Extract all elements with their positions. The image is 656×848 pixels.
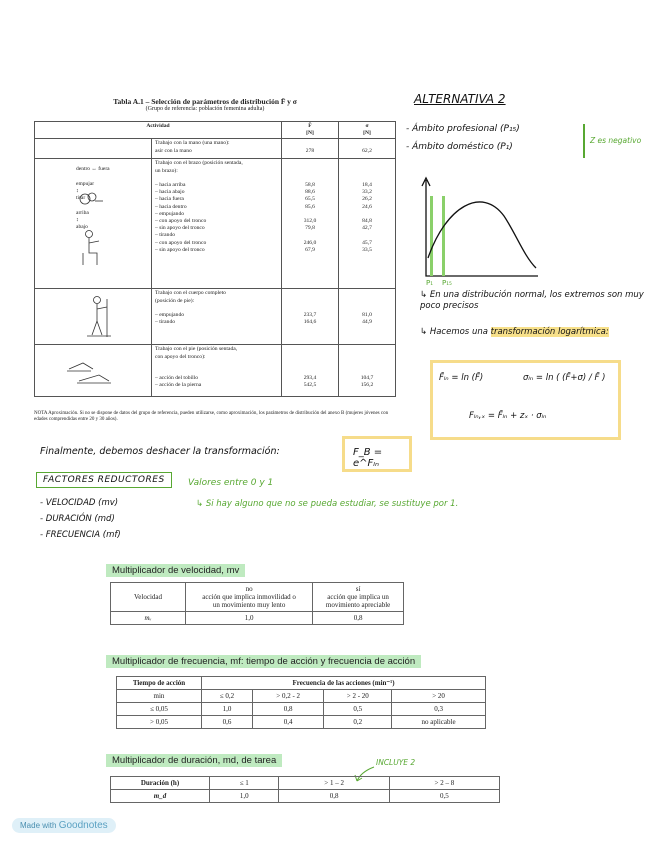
final-formula: F_B = e^Fₗₙ (353, 447, 383, 469)
finalmente-note: Finalmente, debemos deshacer la transformación: (40, 446, 280, 457)
mf-cell: 0,6 (202, 716, 253, 729)
mf-sub-cell: min (117, 690, 202, 703)
graph-label-p15: P₁₅ (442, 279, 452, 286)
alternativa-heading: ALTERNATIVA 2 (414, 92, 506, 106)
row-s: 62,2 (339, 139, 396, 159)
mf-cell: no aplicable (392, 716, 486, 729)
standing-person-pushing-icon (83, 295, 113, 339)
hand-push-pull-icon (77, 189, 107, 209)
mf-cell: 0,5 (324, 703, 392, 716)
seated-person-icon (79, 229, 105, 269)
mv-symbol-cell: mᵥ (111, 612, 186, 625)
mf-sub-cell: > 20 (392, 690, 486, 703)
table-a1-subtitle: (Grupo de referencia: población femenina adulta) (145, 106, 265, 112)
row-icon-cell (35, 159, 152, 289)
mf-cell: 0,3 (392, 703, 486, 716)
final-formula-box (342, 436, 412, 472)
transformacion-highlight: transformación logarítmica: (490, 327, 609, 337)
incluye-note: INCLUYE 2 (376, 758, 416, 767)
md-cell: Duración (h) (111, 777, 210, 790)
row-icon-cell (35, 345, 152, 397)
md-cell: 1,0 (210, 790, 279, 803)
formula-mean-ln: F̄ₗₙ = ln (F̄) (439, 373, 484, 383)
mf-section-label: Multiplicador de frecuencia, mf: tiempo de acción y frecuencia de acción (106, 655, 421, 668)
row-text: Trabajo con la mano (una mano): asir con la mano (152, 139, 282, 159)
md-cell: 0,5 (389, 790, 499, 803)
row-s: 18,4 33,2 26,2 24,6 84,8 42,7 45,7 33,5 (339, 159, 396, 289)
s-symbol: σ (365, 123, 369, 129)
formula-sigma-ln: σₗₙ = ln ( (F̄+σ) / F̄ ) (523, 373, 606, 383)
mv-table (110, 582, 404, 625)
ambito-domestico: - Ámbito doméstico (P₁) (406, 142, 513, 152)
mf-cell: ≤ 0,05 (117, 703, 202, 716)
mf-cell: 0,8 (252, 703, 324, 716)
mf-sub-cell: > 2 - 20 (324, 690, 392, 703)
row-text: Trabajo con el pie (posición sentada, con apoyo del tronco): – acción del tobillo – acción de la pierna (152, 345, 282, 397)
made-with-text: Made with (20, 821, 57, 830)
formula-fln-x: Fₗₙ,ₓ = F̄ₗₙ + zₓ · σₗₙ (469, 411, 547, 421)
f-symbol: F̄ (308, 123, 312, 129)
goodnotes-brand: Goodnotes (58, 820, 108, 831)
row-f: 58,8 88,6 65,5 85,6 312,0 79,8 246,0 67,9 (282, 159, 339, 289)
s-unit: [N] (363, 130, 371, 137)
table-row (117, 703, 486, 716)
f-unit: [N] (306, 130, 314, 137)
mv-value-si: 0,8 (313, 612, 404, 625)
md-cell: ≤ 1 (210, 777, 279, 790)
col-header-s (339, 122, 396, 139)
table-a1-title: Tabla A.1 – Selección de parámetros de distribución F̄ y σ (113, 97, 297, 106)
row-icon-cell (35, 139, 152, 159)
table-row (35, 289, 396, 345)
mv-velocidad-cell: Velocidad (111, 583, 186, 612)
table-row (117, 716, 486, 729)
md-cell: m_d (111, 790, 210, 803)
goodnotes-badge[interactable] (12, 818, 116, 833)
col-header-f (282, 122, 339, 139)
row-icon-cell (35, 289, 152, 345)
row-f: 293,4 542,5 (282, 345, 339, 397)
table-row (111, 777, 500, 790)
mf-sub-cell: > 0,2 - 2 (252, 690, 324, 703)
formula-box (430, 360, 621, 440)
mv-section-label: Multiplicador de velocidad, mv (106, 564, 245, 577)
mf-sub-cell: ≤ 0,2 (202, 690, 253, 703)
md-cell: > 1 – 2 (279, 777, 389, 790)
row-s: 104,7 156,2 (339, 345, 396, 397)
table-a1 (34, 121, 396, 397)
transformacion-note (420, 326, 645, 338)
table-row (35, 139, 396, 159)
row-s: 81,0 44,9 (339, 289, 396, 345)
mf-cell: 1,0 (202, 703, 253, 716)
row-text: Trabajo con el brazo (posición sentada, un brazo): – hacia arriba – hacia abajo – hacia fuera – hacia dentro – empujando – con apoyo del tronco – sin apoyo del tronco – tirando – con apoyo del tronco – sin apoyo del tronco (152, 159, 282, 289)
table-row (111, 790, 500, 803)
table-row (117, 677, 486, 690)
foot-pedal-icon (65, 353, 115, 389)
table-row (35, 345, 396, 397)
md-cell: 0,8 (279, 790, 389, 803)
row-text: Trabajo con el cuerpo completo (posición de pie): – empujando – tirando (152, 289, 282, 345)
mv-si-cell: sí acción que implica un movimiento apreciable (313, 583, 404, 612)
table-row (111, 612, 404, 625)
mf-head-frecuencia: Frecuencia de las acciones (min⁻¹) (202, 677, 486, 690)
mf-head-tiempo: Tiempo de acción (117, 677, 202, 690)
col-header-activity: Actividad (35, 122, 282, 139)
ambito-profesional: - Ámbito profesional (P₁₅) (406, 124, 520, 134)
factor-item-duracion: - DURACIÓN (md) (40, 514, 115, 524)
arm-direction-labels: dentro ↔ fuera empujar ↕ tirar arriba ↕ abajo (76, 166, 110, 231)
mf-cell: > 0,05 (117, 716, 202, 729)
mf-cell: 0,2 (324, 716, 392, 729)
factor-item-velocidad: - VELOCIDAD (mv) (40, 498, 119, 508)
table-a1-note: NOTA Aproximación. Si no se dispone de datos del grupo de referencia, pueden utilizarse, como aproximación, los parámetros de distribución del anexo B (mujeres jóvenes con edades comprendidas entre 20 y 30 años). (34, 411, 389, 422)
mf-cell: 0,4 (252, 716, 324, 729)
graph-label-p1: P₁ (426, 279, 434, 286)
row-f: 278 (282, 139, 339, 159)
transformacion-prefix: ↳ Hacemos una (420, 327, 488, 337)
md-cell: > 2 – 8 (389, 777, 499, 790)
green-brace (583, 124, 585, 158)
mv-value-no: 1,0 (186, 612, 313, 625)
mv-no-cell: no acción que implica inmovilidad o un movimiento muy lento (186, 583, 313, 612)
sustituye-note: ↳ Si hay alguno que no se pueda estudiar, se sustituye por 1. (196, 499, 459, 509)
table-row (35, 159, 396, 289)
valores-note: Valores entre 0 y 1 (188, 478, 274, 488)
factor-item-frecuencia: - FRECUENCIA (mf) (40, 530, 121, 540)
md-table (110, 776, 500, 803)
factores-reductores-title: FACTORES REDUCTORES (36, 472, 172, 488)
normal-distribution-sketch (412, 176, 542, 286)
table-row (117, 690, 486, 703)
z-negativo-note: Z es negativo (590, 136, 642, 145)
row-f: 233,7 164,6 (282, 289, 339, 345)
mf-table (116, 676, 486, 729)
table-row (111, 583, 404, 612)
extremos-note: ↳ En una distribución normal, los extremos son muy poco precisos (420, 290, 644, 311)
md-section-label: Multiplicador de duración, md, de tarea (106, 754, 282, 767)
table-header-row (35, 122, 396, 139)
